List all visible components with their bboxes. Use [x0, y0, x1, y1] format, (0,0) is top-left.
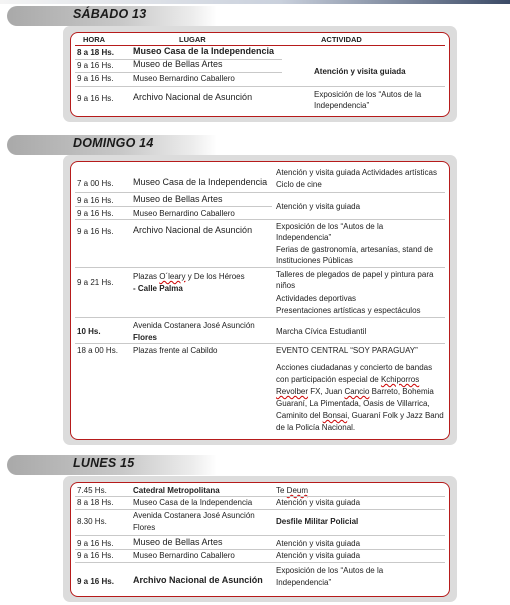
lugar-cell: Museo Casa de la Independencia [133, 46, 275, 56]
panel-lunes [63, 476, 457, 602]
actividad-cell: Presentaciones artísticas y espectáculos [276, 306, 421, 315]
lugar-cell: - Calle Palma [133, 284, 183, 293]
row-divider [75, 219, 445, 220]
event-description: Guaraní, La Pimentada, Oasis de Villarrica, [276, 399, 430, 408]
row-divider [75, 267, 445, 268]
hora-cell: 9 a 16 Hs. [77, 539, 114, 548]
lugar-cell: Flores [133, 333, 158, 342]
hora-cell: 8 a 18 Hs. [77, 498, 114, 507]
day-tab-sabado [7, 6, 217, 26]
hora-cell: 8.30 Hs. [77, 517, 107, 526]
panel-domingo [63, 155, 457, 445]
hora-cell: 9 a 16 Hs. [77, 74, 114, 83]
lugar-cell: Plazas frente al Cabildo [133, 346, 218, 355]
hora-cell: 9 a 16 Hs. [77, 61, 114, 70]
header-hora: HORA [83, 35, 106, 44]
hora-cell: 7.45 Hs. [77, 486, 107, 495]
schedule-table-domingo [70, 161, 450, 440]
actividad-cell: Ciclo de cine [276, 180, 322, 189]
actividad-cell: Independencia” [276, 578, 332, 587]
actividad-cell: Desfile Militar Policial [276, 517, 359, 526]
day-tab-domingo [7, 135, 217, 155]
hora-cell: 9 a 16 Hs. [77, 551, 114, 560]
row-divider [75, 206, 272, 207]
actividad-cell: Atención y visita guiada [276, 498, 361, 507]
actividad-cell: Atención y visita guiada [276, 539, 361, 548]
header-lugar: LUGAR [179, 35, 206, 44]
hora-cell: 9 a 21 Hs. [77, 278, 114, 287]
actividad-cell: Instituciones Públicas [276, 256, 353, 265]
row-divider [75, 343, 445, 344]
lugar-cell: Avenida Costanera José Asunción [133, 511, 255, 520]
hora-cell: 9 a 16 Hs. [77, 577, 114, 586]
top-decorative-bar [0, 0, 510, 4]
row-divider [75, 509, 445, 510]
lugar-cell: Museo de Bellas Artes [133, 537, 223, 547]
hora-cell: 7 a 00 Hs. [77, 179, 114, 188]
row-divider [75, 535, 445, 536]
hora-cell: 9 a 16 Hs. [77, 196, 114, 205]
row-divider [75, 317, 445, 318]
header-actividad: ACTIVIDAD [321, 35, 362, 44]
hora-cell: 9 a 16 Hs. [77, 209, 114, 218]
actividad-cell: Atención y visita guiada [276, 202, 361, 211]
event-description: con participación especial de Kchiporros [276, 375, 420, 384]
actividad-cell: EVENTO CENTRAL “SOY PARAGUAY” [276, 346, 418, 355]
event-description: de la Policía Nacional. [276, 423, 356, 432]
panel-sabado [63, 26, 457, 122]
lugar-cell: Avenida Costanera José Asunción [133, 321, 255, 330]
actividad-cell: Ferias de gastronomía, artesanías, stand de [276, 245, 433, 254]
actividad-cell: Exposición de los “Autos de la [276, 566, 384, 575]
actividad-cell: Atención y visita guiada [276, 551, 361, 560]
row-divider [75, 86, 445, 87]
actividad-cell: Actividades deportivas [276, 294, 357, 303]
hora-cell: 9 a 16 Hs. [77, 94, 114, 103]
lugar-cell: Flores [133, 523, 156, 532]
actividad-cell: Exposición de los “Autos de la [276, 222, 384, 231]
lugar-cell: Archivo Nacional de Asunción [133, 225, 253, 235]
day-tab-lunes [7, 455, 217, 475]
lugar-cell: Museo de Bellas Artes [133, 194, 223, 204]
lugar-cell: Archivo Nacional de Asunción [133, 92, 253, 102]
day-title-sabado: SÁBADO 13 [73, 7, 147, 21]
row-divider [75, 192, 445, 193]
hora-cell: 18 a 00 Hs. [77, 346, 118, 355]
actividad-cell: Atención y visita guiada Actividades artísticas [276, 168, 437, 177]
actividad-cell: Exposición de los “Autos de la [314, 90, 422, 99]
lugar-cell: Archivo Nacional de Asunción [133, 575, 263, 585]
actividad-cell: Independencia” [276, 233, 332, 242]
actividad-cell: Talleres de plegados de papel y pintura para [276, 270, 434, 279]
lugar-cell: Museo Bernardino Caballero [133, 551, 235, 560]
event-description: Acciones ciudadanas y concierto de bandas [276, 363, 433, 372]
day-title-domingo: DOMINGO 14 [73, 136, 154, 150]
day-title-lunes: LUNES 15 [73, 456, 135, 470]
schedule-table-sabado [70, 32, 450, 117]
lugar-cell: Museo de Bellas Artes [133, 59, 223, 69]
hora-cell: 9 a 16 Hs. [77, 227, 114, 236]
lugar-cell: Museo Casa de la Independencia [133, 498, 253, 507]
actividad-cell: Te Deum [276, 486, 309, 495]
lugar-cell: Catedral Metropolitana [133, 486, 220, 495]
event-description: Revolber FX, Juan Cancio Barreto, Bohemia [276, 387, 434, 396]
lugar-cell: Museo Bernardino Caballero [133, 74, 235, 83]
hora-cell: 10 Hs. [77, 327, 101, 336]
lugar-cell: Plazas O´leary y De los Héroes [133, 272, 245, 281]
actividad-cell: Atención y visita guiada [314, 67, 406, 76]
actividad-cell: Independencia” [314, 101, 370, 110]
hora-cell: 8 a 18 Hs. [77, 48, 114, 57]
schedule-table-lunes [70, 482, 450, 597]
actividad-cell: niños [276, 281, 296, 290]
row-divider [75, 549, 445, 550]
row-divider [75, 562, 445, 563]
event-description: Caminito del Bonsai, Guaraní Folk y Jazz Band [276, 411, 444, 420]
lugar-cell: Museo Casa de la Independencia [133, 177, 268, 187]
lugar-cell: Museo Bernardino Caballero [133, 209, 235, 218]
actividad-cell: Marcha Cívica Estudiantil [276, 327, 367, 336]
row-divider [75, 496, 445, 497]
